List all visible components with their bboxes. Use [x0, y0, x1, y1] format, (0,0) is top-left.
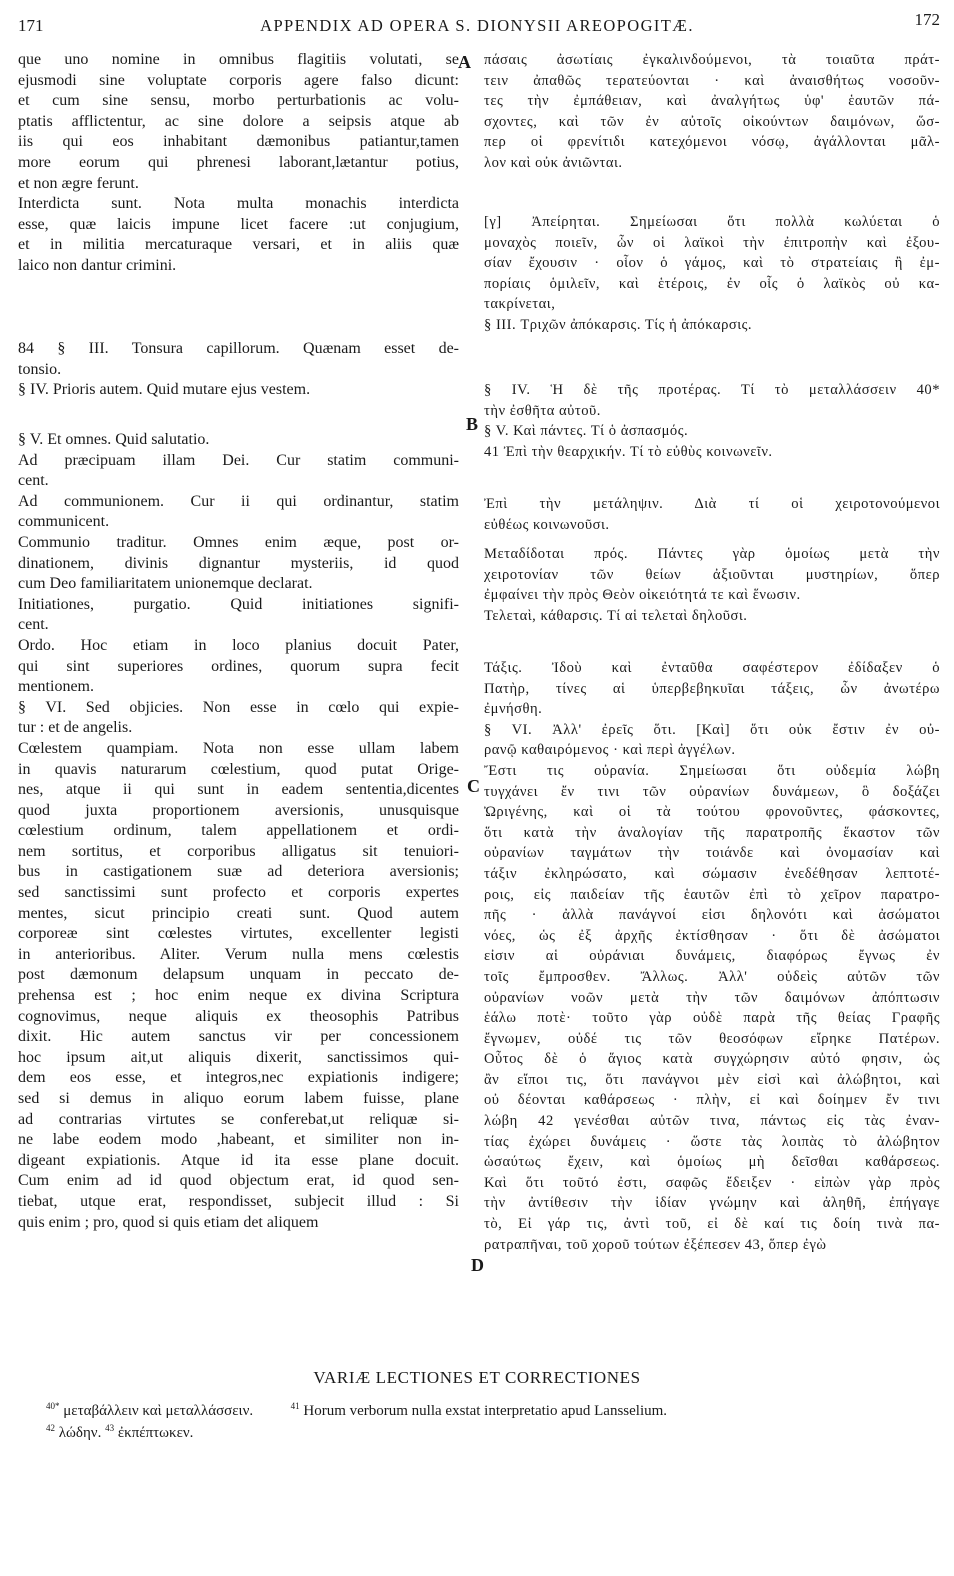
margin-marker-b: B — [466, 414, 479, 434]
greek-block-6-line: § VI. Ἀλλ' ἐρεῖς ὅτι. [Καὶ] ὅτι οὐκ ἔστιν ἐν οὐ- — [484, 721, 940, 738]
latin-block-3-line: cœlestium ordinum, talem appellationem et ordi- — [18, 822, 459, 840]
latin-block-2-line: 84 § III. Tonsura capillorum. Quænam esset de- — [18, 340, 459, 357]
greek-block-6-line: ἂν εἴποι τις, ὅτι πανάγνοι μὲν εἰσὶ καὶ ἀλώβητοι, καὶ — [484, 1071, 940, 1088]
latin-block-3-line: Ordo. Hoc etiam in loco planius docuit Pater, — [18, 636, 459, 654]
greek-block-6-line: εἰσιν αἱ οὐράνιαι δυνάμεις, διαφόρως ἔγνως ἐν — [484, 948, 940, 965]
greek-block-1-line: τειν ἀπαθῶς τερατεύονται · καὶ ἀναισθήτως νοσοῦν- — [484, 72, 940, 89]
latin-block-3-line: mentionem. — [18, 678, 94, 696]
greek-block-4-line: εὐθέως κοινωνοῦσι. — [484, 516, 610, 533]
variae-row-1 — [46, 1400, 936, 1422]
greek-block-6-line: νόες, ὡς ἐξ ἀρχῆς ἐκτίσθησαν · ὅτι δὲ ἀσώματοι — [484, 927, 940, 944]
latin-block-1 — [18, 50, 459, 277]
greek-block-6-line: πῆς · ἀλλὰ πανάγνοί εἰσι δηλονότι καὶ ἀσώματοι — [484, 907, 940, 924]
latin-block-1-line: et in militia mercaturaque versari, et in aliis quæ — [18, 236, 459, 254]
greek-block-5-line: Μεταδίδοται πρός. Πάντες γὰρ ὁμοίως μετὰ τὴν — [484, 546, 940, 562]
latin-block-3-line: sed sanctissimi sunt profecto et corporis expertes — [18, 884, 459, 902]
greek-block-1-line: πάσαις ἀσωτίαις ἐγκαλινδούμενοι, τὰ τοιαῦτα πράτ- — [484, 52, 940, 68]
greek-block-2 — [484, 212, 940, 336]
latin-block-3-line: cent. — [18, 472, 49, 490]
greek-block-6-line: Τάξις. Ἰδοὺ καὶ ἐνταῦθα σαφέστερον ἐδίδαξεν ὁ — [484, 660, 940, 676]
latin-block-3-line: Ad communionem. Cur ii qui ordinantur, statim — [18, 492, 459, 510]
running-head — [0, 10, 954, 44]
greek-block-6-line: Καὶ ὅτι τοῦτό ἐστι, σαφῶς ἔδειξεν · εἰπὼν γὰρ πρὸς — [484, 1174, 940, 1191]
greek-block-6-line: τὴν ἀντίθεσιν τὴν ἰδίαν γνώμην καὶ ἀληθῆ, ἐπήγαγε — [484, 1195, 940, 1212]
note-43-text: ἐκπέπτωκεν. — [117, 1425, 194, 1441]
latin-block-3-line: ne labe eodem modo ,habeant, et similiter non in- — [18, 1131, 459, 1149]
latin-block-3-line: ad contrarias virtutes se conferebat,ut reliquæ si- — [18, 1110, 459, 1128]
latin-block-1-line: Interdicta sunt. Nota multa monachis interdicta — [18, 195, 459, 213]
latin-block-3-line: quod juxta proportionem aversionis, unusquisque — [18, 801, 459, 819]
latin-block-3-line: tur : et de angelis. — [18, 719, 133, 737]
latin-block-3-line: cognovimus, neque aliquis ex theosophis Patribus — [18, 1007, 459, 1025]
latin-block-3-line: cent. — [18, 616, 49, 634]
greek-block-5-line: χειροτονίαν τῶν θείων ἀξιοῦνται μυστηρίων, ὅπερ — [484, 566, 940, 583]
latin-block-3-line: § V. Et omnes. Quid salutatio. — [18, 431, 210, 448]
greek-block-1-line: σχοντες, καὶ τῶν ἐν αὐτοῖς οἰκούντων δαιμόνων, ὥσ- — [484, 113, 940, 130]
variae-lectiones-notes — [46, 1400, 936, 1444]
latin-block-3-line: cum Deo familiaritatem unionemque declarat. — [18, 575, 313, 593]
latin-block-1-line: ptatis afflictentur, ac sine dolore a seipsis atque ab — [18, 112, 459, 130]
greek-block-6-line: ροις, εἰς παιδείαν τῆς ἑαυτῶν ἐπὶ τὸ χεῖρον παρατρο- — [484, 886, 940, 903]
greek-block-6-line: ρατραπῆναι, τοῦ χοροῦ τούτων ἐξέπεσεν 43, ὅπερ ἐγὼ — [484, 1236, 827, 1253]
latin-block-2 — [18, 339, 459, 401]
greek-block-2-line: πορίαις ὁμιλεῖν, καὶ ἑτέροις, ἐν οἷς ὁ λαϊκὸς οὐ κα- — [484, 275, 940, 292]
latin-block-3-line: communicent. — [18, 513, 110, 531]
latin-block-3-line: Ad præcipuam illam Dei. Cur statim communi- — [18, 451, 459, 469]
greek-block-2-line: § III. Τριχῶν ἀπόκαρσις. Τίς ἡ ἀπόκαρσις. — [484, 316, 753, 333]
latin-block-1-line: laico non dantur crimini. — [18, 256, 177, 274]
greek-block-1 — [484, 50, 940, 174]
latin-block-3-line: Cum enim ad id quod objectum erat, id quod sen- — [18, 1172, 459, 1190]
note-40-text: μεταβάλλειν καὶ μεταλλάσσειν. — [63, 1403, 254, 1419]
latin-block-1-line: more eorum qui phrenesi laborant,lætantur potius, — [18, 153, 459, 171]
greek-block-4 — [484, 494, 940, 535]
greek-block-5 — [484, 544, 940, 626]
greek-block-4-line: Ἐπὶ τὴν μετάληψιν. Διὰ τί οἱ χειροτονούμενοι — [484, 496, 940, 512]
greek-block-3-line: τὴν ἐσθῆτα αὐτοῦ. — [484, 402, 601, 419]
greek-block-2-line: [γ] Ἀπείρηται. Σημείωσαι ὅτι πολλὰ κωλύεται ὁ — [484, 214, 940, 230]
greek-block-1-line: λον καὶ οὐκ ἀνιῶνται. — [484, 154, 623, 171]
latin-block-3-line: dixit. Hic autem sanctus vir per concessionem — [18, 1028, 459, 1046]
latin-block-1-line: et non ægre ferunt. — [18, 174, 139, 192]
latin-block-3-line: sed si demus in aliquo eorum labem fuisse, plane — [18, 1090, 459, 1107]
greek-block-6-line: Ἔστι τις οὐρανία. Σημείωσαι ὅτι οὐδεμία λώβη — [484, 762, 940, 779]
latin-block-3-line: corporeæ sint cœlestes virtutes, excellenter legisti — [18, 925, 459, 943]
latin-block-3-line: § VI. Sed objicies. Non esse in cœlo qui expie- — [18, 698, 459, 716]
note-41-mark: 41 — [290, 1401, 300, 1411]
greek-block-6-line: Ὠριγένης, καὶ οἱ τὰ τούτου φρονοῦντες, φάσκοντες, — [484, 804, 940, 821]
greek-block-6-line: ἔγνωμεν, οὐδέ τις τῶν θεοσόφων εἴρηκε Πατέρων. — [484, 1030, 940, 1047]
running-title: APPENDIX AD OPERA S. DIONYSII AREOPOGITÆ. — [260, 16, 694, 35]
latin-block-1-line: esse, quæ laicis impune licet facere :ut conjugium, — [18, 215, 459, 233]
latin-block-1-line: et cum sine sensu, morbo perturbationis ac volu- — [18, 92, 459, 110]
latin-block-3 — [18, 430, 459, 1233]
greek-block-3-line: § V. Καὶ πάντες. Τί ὁ ἀσπασμός. — [484, 423, 689, 440]
page-number-right: 172 — [914, 10, 940, 29]
margin-marker-a: A — [458, 52, 471, 72]
latin-block-3-line: prehensa est ; hoc enim neque ex divina Scriptura — [18, 987, 459, 1005]
greek-block-1-line: τες τὴν ἐμπάθειαν, καὶ ἀναλγήτως ὑφ' ἑαυτῶν πά- — [484, 93, 940, 110]
note-40-mark: 40* — [46, 1401, 60, 1411]
latin-block-3-line: digeant expiationis. Atque id ita esse plane docuit. — [18, 1151, 459, 1169]
greek-block-6-line: ὅτι κατὰ τὴν ἀναλογίαν τῆς παρατροπῆς ἕκαστον τῶν — [484, 824, 940, 841]
latin-block-3-line: in quavis naturarum cœlestium, quod putat Orige- — [18, 760, 459, 778]
page-number-left: 171 — [18, 16, 44, 35]
greek-block-1-line: περ οἱ φρενίτιδι κατεχόμενοι νόσῳ, ἀγάλλονται μᾶλ- — [484, 134, 940, 151]
latin-block-3-line: mentes, sicut principio creati sunt. Quod autem — [18, 904, 459, 922]
greek-block-5-line: Τελεταὶ, κάθαρσις. Τί αἱ τελεταὶ δηλοῦσι. — [484, 607, 748, 624]
latin-block-3-line: qui sint superiores ordines, quorum supra fecit — [18, 657, 459, 675]
latin-block-3-line: nem sortitus, et corporibus alligatus sit tenuiori- — [18, 842, 459, 860]
greek-block-6-line: Οὗτος δὲ ὁ ἅγιος κατὰ συγχώρησιν αὐτό φησιν, ὡς — [484, 1051, 940, 1068]
greek-block-2-line: τακρίνεται, — [484, 296, 556, 313]
greek-block-6-line: τάξιν ἐκληρώσατο, καὶ σώμασιν ἐνεδέθησαν λεπτοτέ- — [484, 865, 940, 882]
greek-block-6-line: οὐρανίων ταγμάτων τὴν τοιάνδε καὶ ὀνομασίαν καὶ — [484, 845, 940, 862]
greek-block-6-line: ἑάλω ποτὲ· τοῦτο γὰρ οὐδὲ παρὰ τῆς θείας Γραφῆς — [484, 1010, 940, 1027]
greek-block-6-line: τίας ἐχώρει δυνάμεις · ὥστε τὰς λοιπὰς τὸ ἀλώβητον — [484, 1133, 940, 1150]
latin-block-1-line: iis qui eos inhabitant dæmonibus patiantur,tamen — [18, 133, 459, 151]
latin-block-1-line: ejusmodi sine voluptate corporis agere falso dicunt: — [18, 71, 459, 89]
latin-block-2-line: § IV. Prioris autem. Quid mutare ejus vestem. — [18, 381, 311, 399]
latin-block-3-line: dinationem, divinis dignantur mysteriis, id quod — [18, 554, 459, 572]
greek-block-6-line: ρανῷ καθαιρόμενος · καὶ περὶ ἀγγέλων. — [484, 742, 736, 759]
latin-block-3-line: Communio traditur. Omnes enim æque, post or- — [18, 533, 459, 551]
greek-block-6-line: ἐμνήσθη. — [484, 701, 543, 718]
greek-block-5-line: ἐμφαίνει τὴν πρὸς Θεὸν οἰκειότητά τε καὶ ἕνωσιν. — [484, 587, 801, 604]
greek-block-6 — [484, 658, 940, 1255]
greek-block-2-line: μοναχὸς ποιεῖν, ὧν οἱ λαϊκοὶ τὴν ἐπιτροπὴν καὶ ἐξου- — [484, 234, 940, 251]
greek-block-6-line: τοῖς ἔμπροσθεν. Ἄλλως. Ἀλλ' οὐδεὶς αὐτῶν τῶν — [484, 968, 940, 985]
greek-block-3-line: 41 Ἐπὶ τὴν θεαρχικήν. Τί τὸ εὐθὺς κοινωνεῖν. — [484, 443, 773, 460]
latin-block-3-line: quis enim ; pro, quod si quis etiam det aliquem — [18, 1213, 319, 1231]
greek-block-6-line: τὸ, Εἰ γάρ τις, ἀντὶ τοῦ, εἰ δὲ καί τις δοίη τινὰ πα- — [484, 1216, 940, 1233]
variae-row-2 — [46, 1422, 936, 1444]
greek-block-6-line: τυγχάνει ἔν τινι τῶν οὐρανίων δυνάμεων, ὃ δοξάζει — [484, 783, 940, 800]
note-42-text: λώδην. — [58, 1425, 102, 1441]
note-42-mark: 42 — [46, 1423, 55, 1433]
latin-block-3-line: dem eos esse, et integros,nec expiationis indigere; — [18, 1069, 459, 1087]
latin-block-3-line: Cœlestem quampiam. Nota non esse ullam labem — [18, 739, 459, 757]
note-41-text: Horum verborum nulla exstat interpretatio apud Lansselium. — [303, 1403, 668, 1419]
greek-block-6-line: Πατὴρ, τίνες αἱ ὑπερβεβηκυῖαι τάξεις, ὧν ἀνωτέρω — [484, 680, 940, 697]
margin-marker-c: C — [467, 776, 480, 796]
variae-lectiones-heading: VARIÆ LECTIONES ET CORRECTIONES — [313, 1368, 641, 1387]
greek-block-3-line: § IV. Ἡ δὲ τῆς προτέρας. Τί τὸ μεταλλάσσειν 40* — [484, 382, 940, 398]
latin-block-1-line: que uno nomine in omnibus flagitiis volutati, se — [18, 51, 459, 68]
latin-block-3-line: post dæmonum delapsum unquam in peccato de- — [18, 966, 459, 984]
margin-marker-d: D — [471, 1255, 484, 1275]
greek-block-6-line: λώβη 42 γενέσθαι αὐτῶν τινα, πάντως εἰς τὰς ἐναν- — [484, 1113, 940, 1130]
greek-block-2-line: σίαν ἔχουσιν · οἷον ὁ γάμος, καὶ τὸ στρατείαις ἢ ἐμ- — [484, 255, 940, 272]
greek-block-6-line: ὡσαύτως ἔχειν, καὶ ὁμοίως μὴ δεῖσθαι καθάρσεως. — [484, 1154, 940, 1171]
latin-block-3-line: Initiationes, purgatio. Quid initiationes signifi- — [18, 595, 459, 613]
latin-block-3-line: in anterioribus. Aliter. Verum nulla mens cœlestis — [18, 945, 459, 963]
latin-block-3-line: hoc ipsum ait,ut aliquis dixerit, sanctissimos qui- — [18, 1048, 459, 1066]
greek-block-6-line: οὐρανίων νοῶν μετὰ τὴν τῶν δαιμόνων ἀπόπτωσιν — [484, 989, 940, 1006]
greek-block-3 — [484, 380, 940, 462]
latin-block-3-line: tiebat, utque erat, respondisset, subjecit illud : Si — [18, 1192, 459, 1210]
latin-block-3-line: bus in castigationem suæ ad deteriora aversionis; — [18, 863, 459, 881]
latin-block-2-line: tonsio. — [18, 360, 62, 378]
greek-block-6-line: οὐ δέονται καθάρσεως · πλὴν, εἰ καὶ δοίημεν ἔν τινι — [484, 1092, 940, 1109]
note-43-mark: 43 — [105, 1423, 115, 1433]
latin-block-3-line: nes, atque ii qui sunt in eadem sententia,dicentes — [18, 781, 459, 799]
